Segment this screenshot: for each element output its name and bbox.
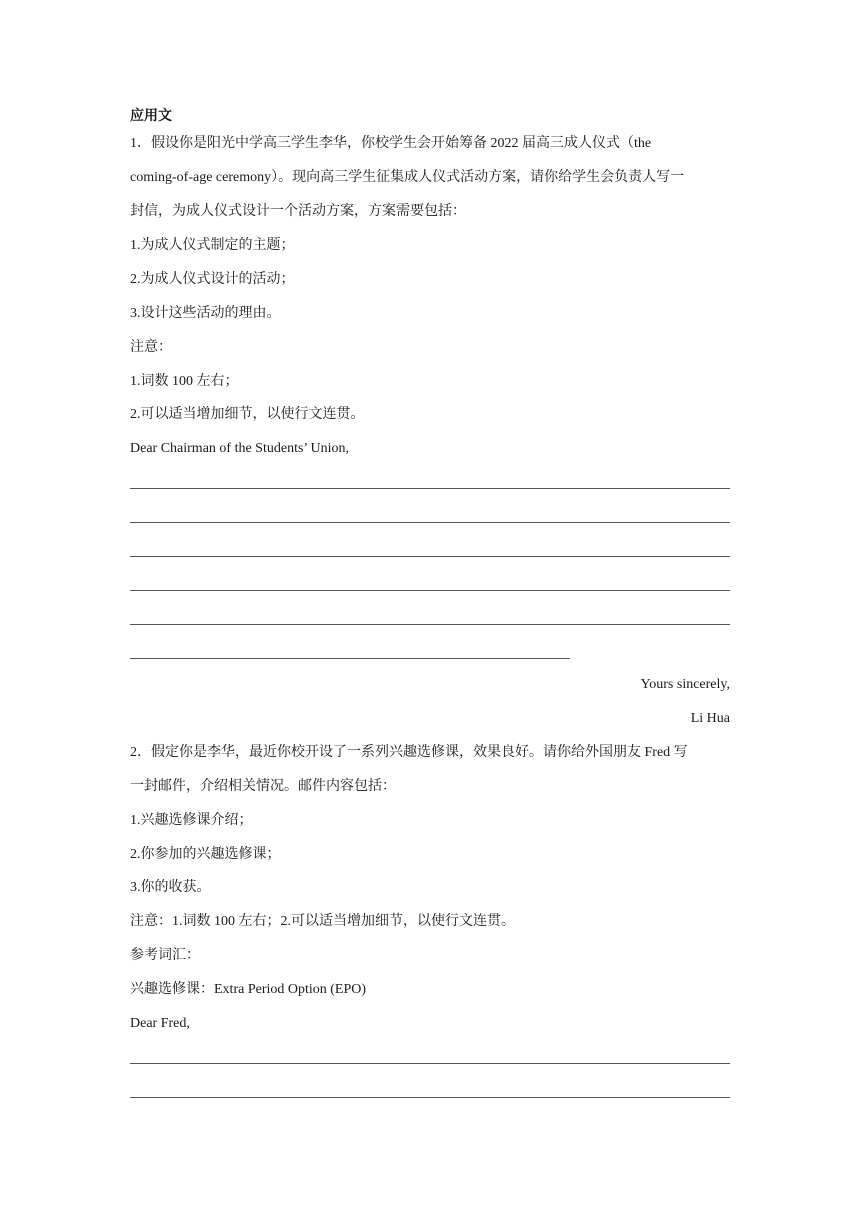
q1-closing: Yours sincerely, [640,677,730,692]
q2-vocab-label: 参考词汇： [130,948,200,963]
q2-intro-line-2: 一封邮件，介绍相关情况。邮件内容包括： [130,779,396,794]
q1-answer-line-1 [130,488,730,489]
q1-point-3: 3.设计这些活动的理由。 [130,306,281,321]
q2-answer-line-1 [130,1063,730,1064]
q2-intro-line-1: 2．假定你是李华，最近你校开设了一系列兴趣选修课，效果良好。请你给外国朋友 Fred 写 [130,745,688,760]
q1-answer-line-5 [130,624,730,625]
q1-intro-line-1: 1．假设你是阳光中学高三学生李华，你校学生会开始筹备 2022 届高三成人仪式（the [130,136,652,151]
q2-salutation: Dear Fred, [130,1016,190,1031]
q1-answer-line-6 [130,658,570,659]
q2-vocab: 兴趣选修课：Extra Period Option (EPO) [130,982,367,997]
q1-salutation: Dear Chairman of the Students’ Union, [130,441,350,456]
q1-point-1: 1.为成人仪式制定的主题； [130,238,295,253]
q1-point-2: 2.为成人仪式设计的活动； [130,272,295,287]
q1-intro-line-2: coming-of-age ceremony）。现向高三学生征集成人仪式活动方案，请你给学生会负责人写一 [130,170,685,185]
q1-intro-line-3: 封信，为成人仪式设计一个活动方案，方案需要包括： [130,204,466,219]
q2-point-2: 2.你参加的兴趣选修课； [130,847,281,862]
q1-answer-line-4 [130,590,730,591]
section-title: 应用文 [130,108,172,124]
q2-answer-line-2 [130,1097,730,1098]
q2-note: 注意：1.词数 100 左右；2.可以适当增加细节，以使行文连贯。 [130,914,515,929]
q2-point-3: 3.你的收获。 [130,880,211,895]
q2-point-1: 1.兴趣选修课介绍； [130,813,253,828]
q1-note-2: 2.可以适当增加细节，以使行文连贯。 [130,407,365,422]
q1-note-1: 1.词数 100 左右； [130,374,239,389]
q1-answer-line-3 [130,556,730,557]
q1-answer-line-2 [130,522,730,523]
q1-note-label: 注意： [130,340,172,355]
q1-signature: Li Hua [690,711,730,726]
